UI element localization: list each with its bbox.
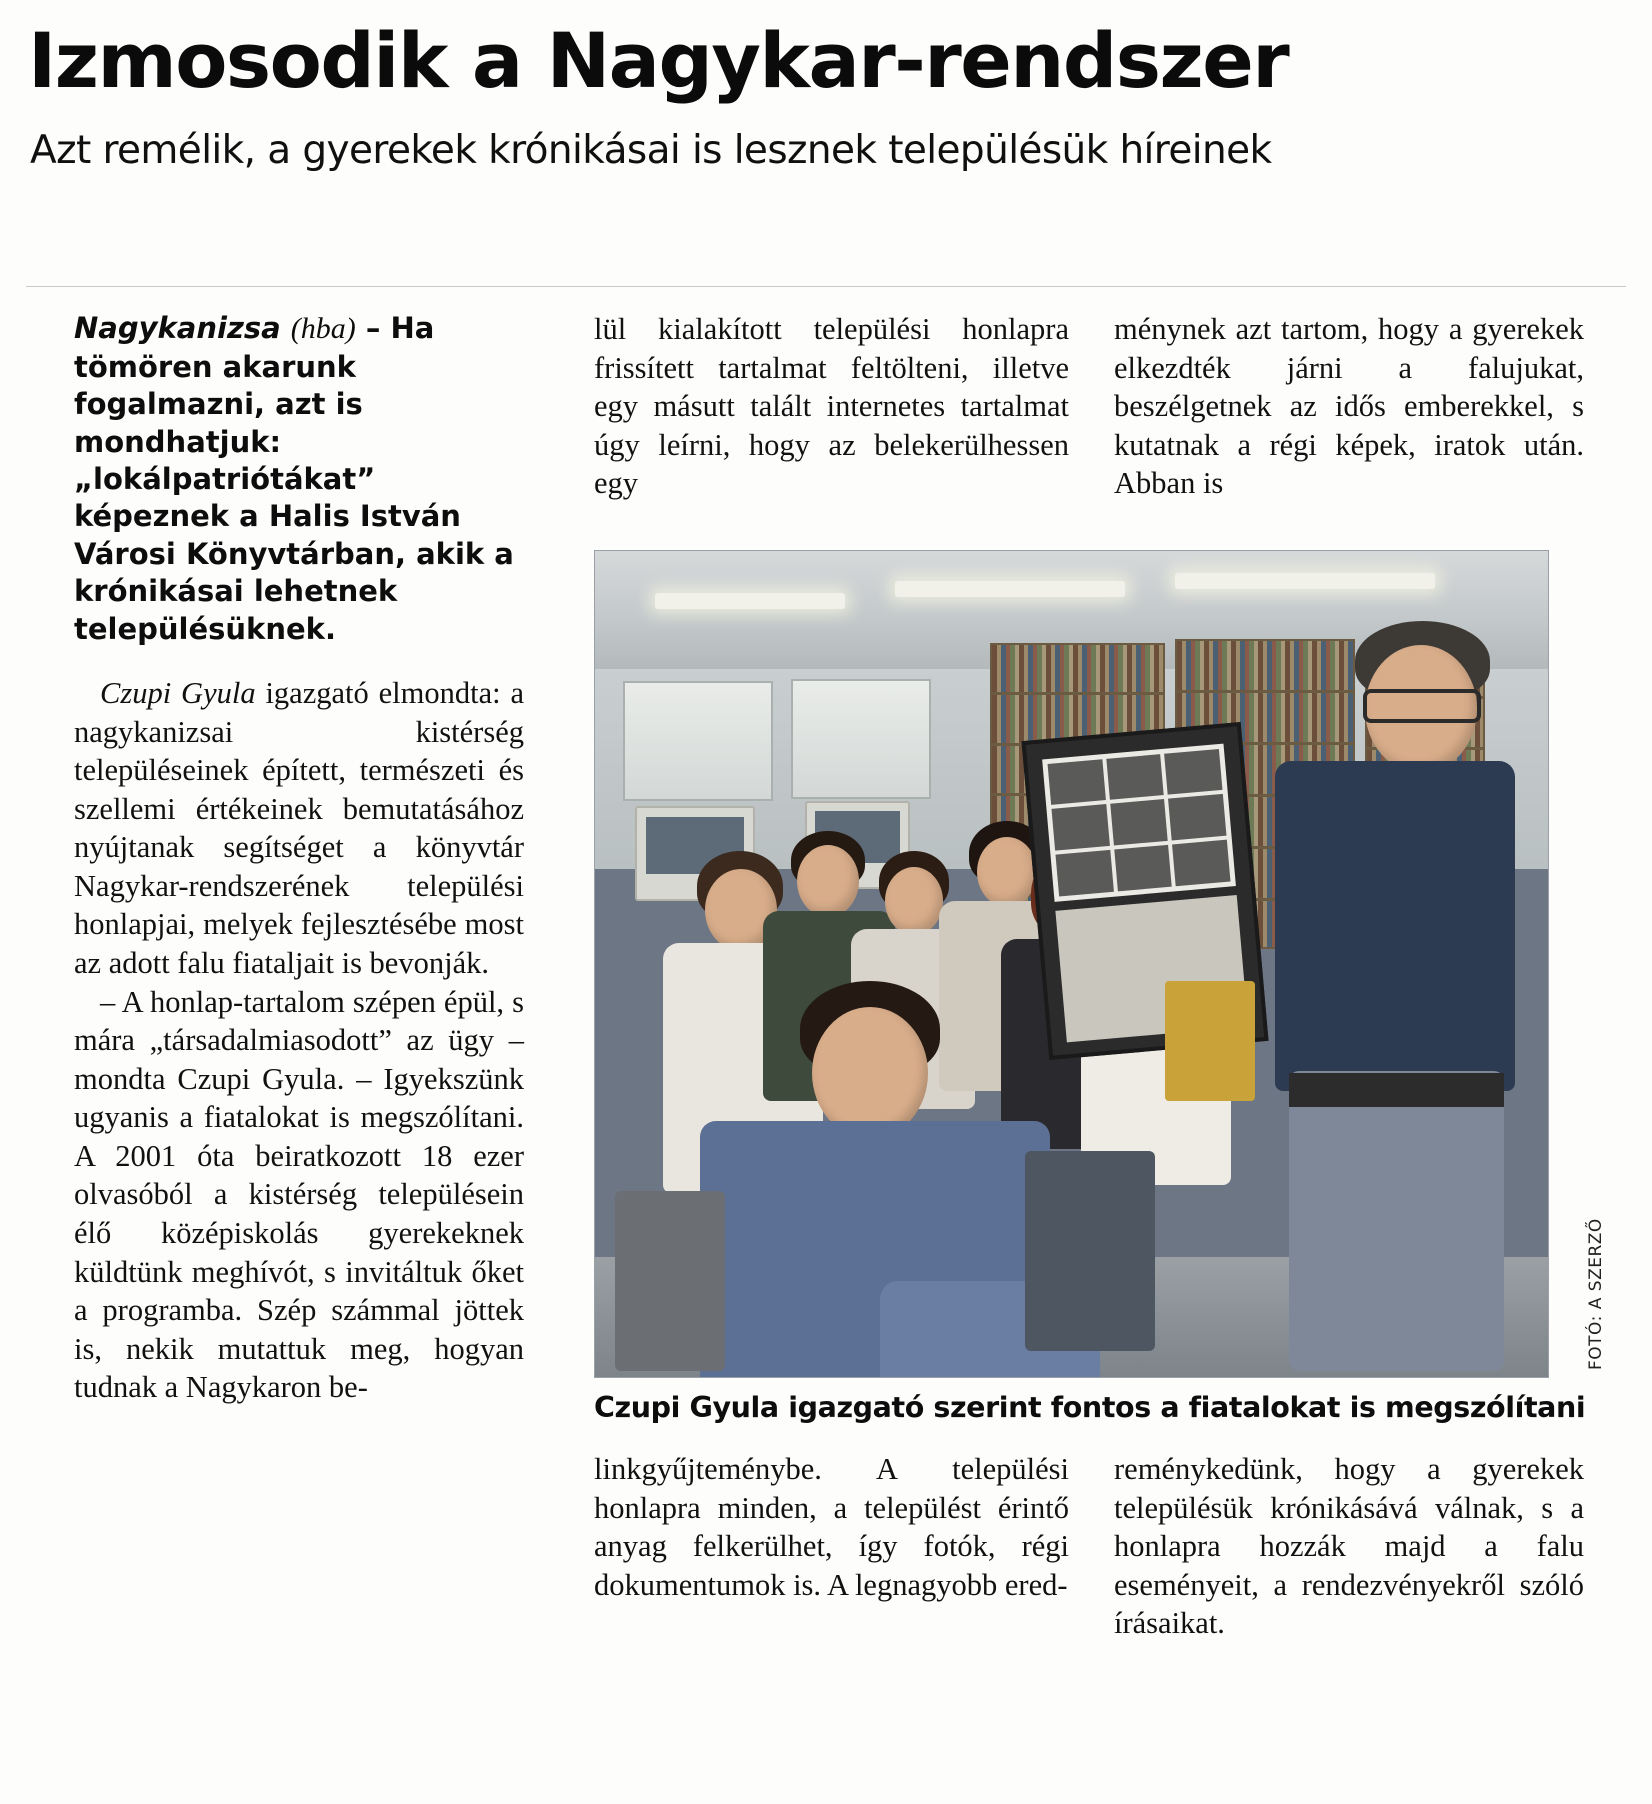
paragraph-czupi-rest: igazgató elmondta: a nagykanizsai kistérség településeinek épített, természeti és szellemi értékeinek bemutatásához nyújtanak segítséget a könyvtár Nagykar-rendszerének települési honlapjai, melyek fejlesztésébe most az adott falu fiataljait is bevonják. [74, 675, 524, 980]
eyeglasses [1363, 689, 1481, 723]
column-two-body-bottom [594, 1450, 1069, 1604]
paragraph-czupi [74, 674, 524, 983]
column-three-body-top [1114, 310, 1584, 503]
photo-caption: Czupi Gyula igazgató szerint fontos a fiatalokat is megszólítani [594, 1391, 1586, 1424]
chair [615, 1191, 725, 1371]
lead-text: – Ha tömören akarunk fogalmazni, azt is mondhatjuk: „lokálpatriótákat” képeznek a Halis István Városi Könyvtárban, akik a krónikásai lehetnek településüknek. [74, 311, 514, 646]
column-two [594, 310, 1069, 503]
paragraph-remenykedunk: reménykedünk, hogy a gyerekek településük krónikásává válnak, s a honlapra hozzák majd a falu eseményeit, a rendezvényekről szóló írásaikat. [1114, 1452, 1584, 1641]
article-photo [594, 550, 1549, 1378]
belt [1289, 1073, 1504, 1107]
window [623, 681, 773, 801]
dateline-place: Nagykanizsa [74, 311, 281, 345]
column-three-body-bottom [1114, 1450, 1584, 1643]
paragraph-honlap: – A honlap-tartalom szépen épül, s mára „társadalmiasodott” az ügy – mondta Czupi Gyula. – Igyekszünk ugyanis a fiatalokat is megszólítani. A 2001 óta beiratkozott 18 ezer olvasóból a kistérség településein élő középiskolás gyerekeknek küldtünk meghívót, s invitáltuk őket a programba. Szép számmal jöttek is, nekik mutattuk meg, hogyan tudnak a Nagykaron be- [74, 984, 524, 1405]
column-three [1114, 310, 1584, 503]
page-title: Izmosodik a Nagykar-rendszer [28, 16, 1289, 105]
paragraph-continuation-two: lül kialakított települési honlapra frissített tartalmat feltölteni, illetve egy másutt talált internetes tartalmat úgy leírni, hogy az belekerülhessen egy [594, 312, 1069, 501]
ceiling-lamp [1175, 573, 1435, 589]
column-two-body-top [594, 310, 1069, 503]
presenter-person [1235, 621, 1535, 1378]
chair [1025, 1151, 1155, 1351]
lead-paragraph [74, 310, 522, 648]
column-two-lower [594, 1450, 1069, 1604]
photo-credit: FOTÓ: A SZERZŐ [1586, 1218, 1606, 1370]
page-subtitle: Azt remélik, a gyerekek krónikásai is lesznek településük híreinek [30, 127, 1272, 173]
person-name-czupi: Czupi Gyula [100, 675, 256, 710]
ceiling-lamp [655, 593, 845, 609]
column-one [74, 310, 524, 1407]
photo-figure [594, 550, 1606, 1378]
paragraph-continuation-three: ménynek azt tartom, hogy a gyerekek elkezdték járni a falujukat, beszélgetnek az idős emberekkel, s kutatnak a régi képek, iratok után. Abban is [1114, 312, 1584, 501]
yellow-bag [1165, 981, 1255, 1101]
paragraph-linkgyujtemeny: linkgyűjteménybe. A települési honlapra minden, a települést érintő anyag felkerülhet, így fotók, régi dokumentumok is. A legnagyobb ered- [594, 1452, 1069, 1602]
column-one-body [74, 674, 524, 1407]
article-columns [26, 310, 1626, 1780]
column-three-lower [1114, 1450, 1584, 1643]
dateline-byline: (hba) [290, 312, 356, 345]
window [791, 679, 931, 799]
header-divider [26, 286, 1626, 287]
ceiling-lamp [895, 581, 1125, 597]
